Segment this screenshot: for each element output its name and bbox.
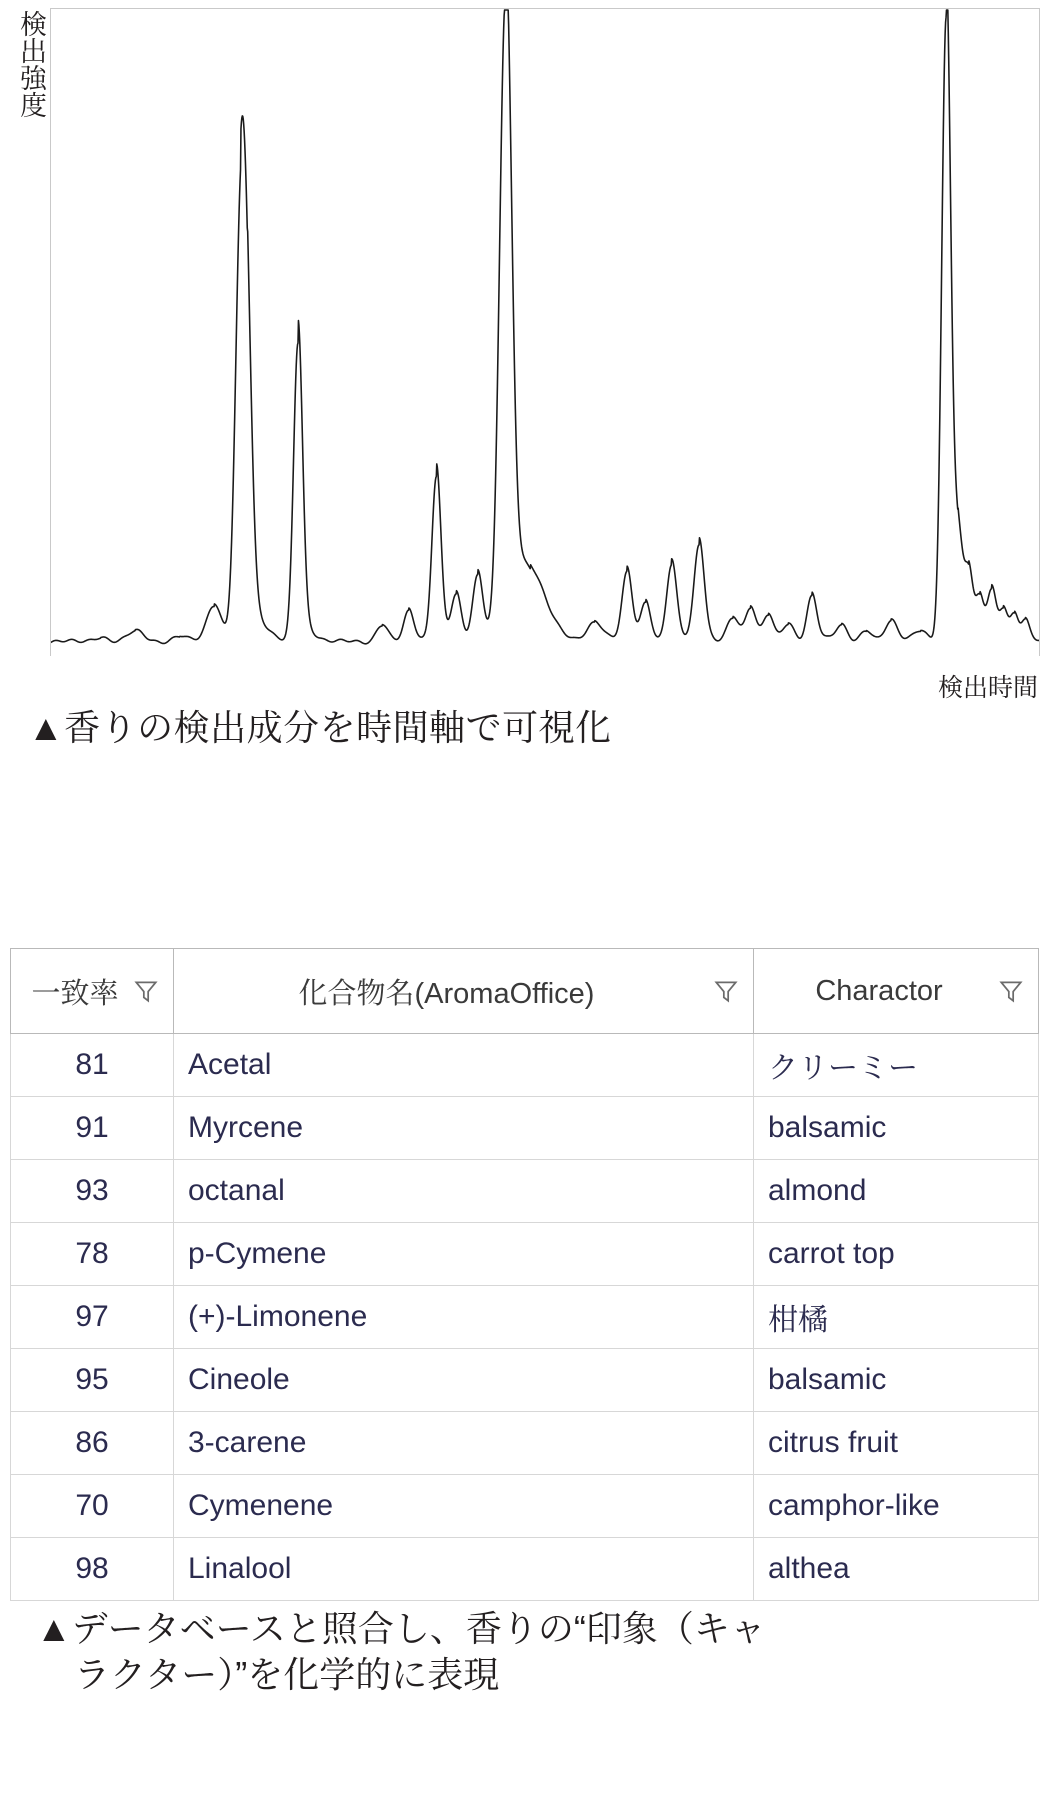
table-row[interactable]: [11, 1412, 1039, 1475]
cell-compound-name: Acetal: [174, 1034, 754, 1097]
table-body: [11, 1034, 1039, 1601]
cell-charactor: balsamic: [754, 1097, 1039, 1160]
cell-charactor: クリーミー: [754, 1034, 1039, 1097]
table-row[interactable]: [11, 1538, 1039, 1601]
chromatogram-trace: [51, 9, 1039, 656]
cell-match-rate: 93: [11, 1160, 174, 1223]
column-header-label: 化合物名(AromaOffice): [298, 977, 595, 1010]
cell-match-rate: 91: [11, 1097, 174, 1160]
cell-match-rate: 78: [11, 1223, 174, 1286]
cell-compound-name: 3-carene: [174, 1412, 754, 1475]
cell-compound-name: Cineole: [174, 1349, 754, 1412]
table-row[interactable]: [11, 1160, 1039, 1223]
table-header-row: [11, 949, 1039, 1034]
table-row[interactable]: [11, 1223, 1039, 1286]
chromatogram-plot-area: [50, 8, 1040, 656]
cell-charactor: balsamic: [754, 1349, 1039, 1412]
chart-y-axis-label: 検出強度: [16, 10, 46, 118]
cell-match-rate: 97: [11, 1286, 174, 1349]
cell-charactor: camphor-like: [754, 1475, 1039, 1538]
cell-charactor: althea: [754, 1538, 1039, 1601]
cell-compound-name: Cymenene: [174, 1475, 754, 1538]
cell-match-rate: 81: [11, 1034, 174, 1097]
funnel-icon[interactable]: [998, 978, 1024, 1004]
cell-charactor: citrus fruit: [754, 1412, 1039, 1475]
cell-compound-name: Myrcene: [174, 1097, 754, 1160]
cell-compound-name: p-Cymene: [174, 1223, 754, 1286]
table-caption-line2: ラクター）”を化学的に表現: [74, 1654, 500, 1695]
funnel-icon[interactable]: [133, 978, 159, 1004]
column-header-compound-name[interactable]: [174, 949, 754, 1034]
table-row[interactable]: [11, 1475, 1039, 1538]
table-row[interactable]: [11, 1034, 1039, 1097]
table-caption: [36, 1606, 1026, 1698]
cell-charactor: 柑橘: [754, 1286, 1039, 1349]
cell-match-rate: 70: [11, 1475, 174, 1538]
chromatogram-figure: [0, 0, 1050, 760]
table-caption-line1: ▲データベースと照合し、香りの“印象（キャ: [36, 1608, 766, 1649]
cell-compound-name: octanal: [174, 1160, 754, 1223]
cell-compound-name: (+)-Limonene: [174, 1286, 754, 1349]
cell-charactor: carrot top: [754, 1223, 1039, 1286]
table-row[interactable]: [11, 1349, 1039, 1412]
table-row[interactable]: [11, 1286, 1039, 1349]
result-table-container: [10, 948, 1038, 1601]
cell-charactor: almond: [754, 1160, 1039, 1223]
cell-compound-name: Linalool: [174, 1538, 754, 1601]
table-row[interactable]: [11, 1097, 1039, 1160]
chart-x-axis-label: 検出時間: [937, 674, 1038, 702]
funnel-icon[interactable]: [713, 978, 739, 1004]
cell-match-rate: 98: [11, 1538, 174, 1601]
column-header-label: 一致率: [31, 977, 119, 1010]
column-header-match-rate[interactable]: [11, 949, 174, 1034]
column-header-label: Charactor: [815, 974, 943, 1007]
chart-caption: ▲香りの検出成分を時間軸で可視化: [28, 707, 612, 748]
column-header-charactor[interactable]: [754, 949, 1039, 1034]
cell-match-rate: 95: [11, 1349, 174, 1412]
cell-match-rate: 86: [11, 1412, 174, 1475]
compound-result-table: [10, 948, 1039, 1601]
